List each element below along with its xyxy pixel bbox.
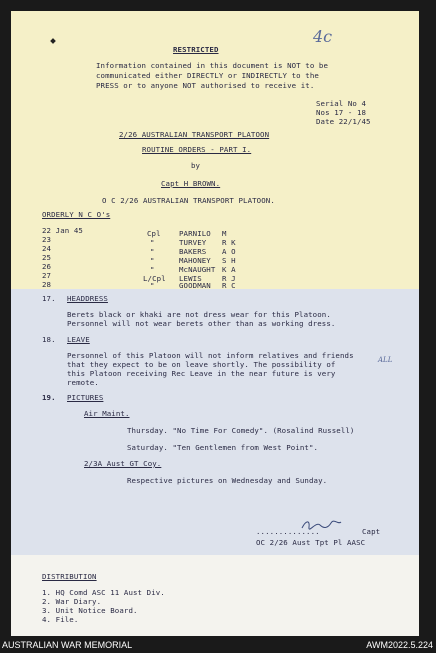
row-name: LEWIS <box>179 274 202 283</box>
item-17-number: 17. <box>42 294 56 303</box>
restricted-line-1: Information contained in this document is NOT to be <box>96 61 329 70</box>
item-18-line-4: remote. <box>67 378 99 387</box>
row-name: McNAUGHT <box>179 265 216 274</box>
distribution-item: 2. War Diary. <box>42 597 102 606</box>
row-date: 25 <box>42 253 52 262</box>
item-18-line-1: Personnel of this Platoon will not inform relatives and friends <box>67 351 354 360</box>
footer-accession-number: AWM2022.5.224 <box>366 640 433 650</box>
row-rank: Cpl <box>147 229 161 238</box>
distribution-item: 3. Unit Notice Board. <box>42 606 138 615</box>
row-initials: R J <box>222 274 236 283</box>
item-18-title: LEAVE <box>67 335 90 344</box>
row-initials: S H <box>222 256 236 265</box>
row-date: 24 <box>42 244 52 253</box>
paper-middle-blue <box>11 289 419 557</box>
row-date: 27 <box>42 271 52 280</box>
row-initials: R K <box>222 238 236 247</box>
row-name: TURVEY <box>179 238 207 247</box>
row-date: 23 <box>42 235 52 244</box>
oc-line: O C 2/26 AUSTRALIAN TRANSPORT PLATOON. <box>102 196 275 205</box>
row-name: BAKERS <box>179 247 207 256</box>
row-rank: L/Cpl <box>143 274 166 283</box>
respective-pictures: Respective pictures on Wednesday and Sunday. <box>127 476 328 485</box>
restricted-heading: RESTRICTED <box>173 45 219 54</box>
row-date: 28 <box>42 280 52 289</box>
row-rank: " <box>150 238 155 247</box>
signature-dots: .............. <box>256 527 320 536</box>
saturday-picture: Saturday. "Ten Gentlemen from West Point". <box>127 443 319 452</box>
orderly-heading: ORDERLY N C O's <box>42 210 111 219</box>
handwritten-page-number: 4c <box>313 27 333 46</box>
item-17-title: HEADDRESS <box>67 294 108 303</box>
row-initials: M <box>222 229 227 238</box>
item-19-number: 19. <box>42 393 56 402</box>
pictures-title: PICTURES <box>67 393 104 402</box>
row-name: GOODMAN <box>179 281 211 290</box>
signature-line: OC 2/26 Aust Tpt Pl AASC <box>256 538 366 547</box>
restricted-line-2: communicated either DIRECTLY or INDIRECTLY to the <box>96 71 319 80</box>
orders-title: ROUTINE ORDERS - PART I. <box>142 145 252 154</box>
distribution-item: 4. File. <box>42 615 79 624</box>
row-rank: " <box>150 281 155 290</box>
unit-title: 2/26 AUSTRALIAN TRANSPORT PLATOON <box>119 130 270 139</box>
item-18-line-3: this Platoon receiving Rec Leave in the near future is very <box>67 369 336 378</box>
row-rank: " <box>150 265 155 274</box>
captain-name: Capt H BROWN. <box>161 179 221 188</box>
row-initials: R C <box>222 281 236 290</box>
order-numbers: Nos 17 - 18 <box>316 108 367 117</box>
by-label: by <box>191 161 201 170</box>
row-date: 22 Jan 45 <box>42 226 83 235</box>
coy-heading: 2/3A Aust GT Coy. <box>84 459 162 468</box>
order-date: Date 22/1/45 <box>316 117 371 126</box>
serial-number: Serial No 4 <box>316 99 367 108</box>
row-name: PARNILO <box>179 229 211 238</box>
item-18-handwritten-note: ALL <box>378 356 393 364</box>
distribution-item: 1. HQ Comd ASC 11 Aust Div. <box>42 588 165 597</box>
row-rank: " <box>150 247 155 256</box>
row-rank: " <box>150 256 155 265</box>
row-date: 26 <box>42 262 52 271</box>
distribution-heading: DISTRIBUTION <box>42 572 97 581</box>
signature-rank: Capt <box>362 527 381 536</box>
item-18-number: 18. <box>42 335 56 344</box>
item-17-line-1: Berets black or khaki are not dress wear for this Platoon. <box>67 310 331 319</box>
thursday-picture: Thursday. "No Time For Comedy". (Rosalind Russell) <box>127 426 355 435</box>
footer-institution: AUSTRALIAN WAR MEMORIAL <box>2 640 133 650</box>
item-17-line-2: Personnel will not wear berets other than as working dress. <box>67 319 336 328</box>
row-initials: A O <box>222 247 236 256</box>
air-maint-heading: Air Maint. <box>84 409 130 418</box>
restricted-line-3: PRESS or to anyone NOT authorised to receive it. <box>96 81 315 90</box>
item-18-line-2: that they expect to be on leave shortly. The possibility of <box>67 360 336 369</box>
row-initials: K A <box>222 265 236 274</box>
row-name: MAHONEY <box>179 256 211 265</box>
